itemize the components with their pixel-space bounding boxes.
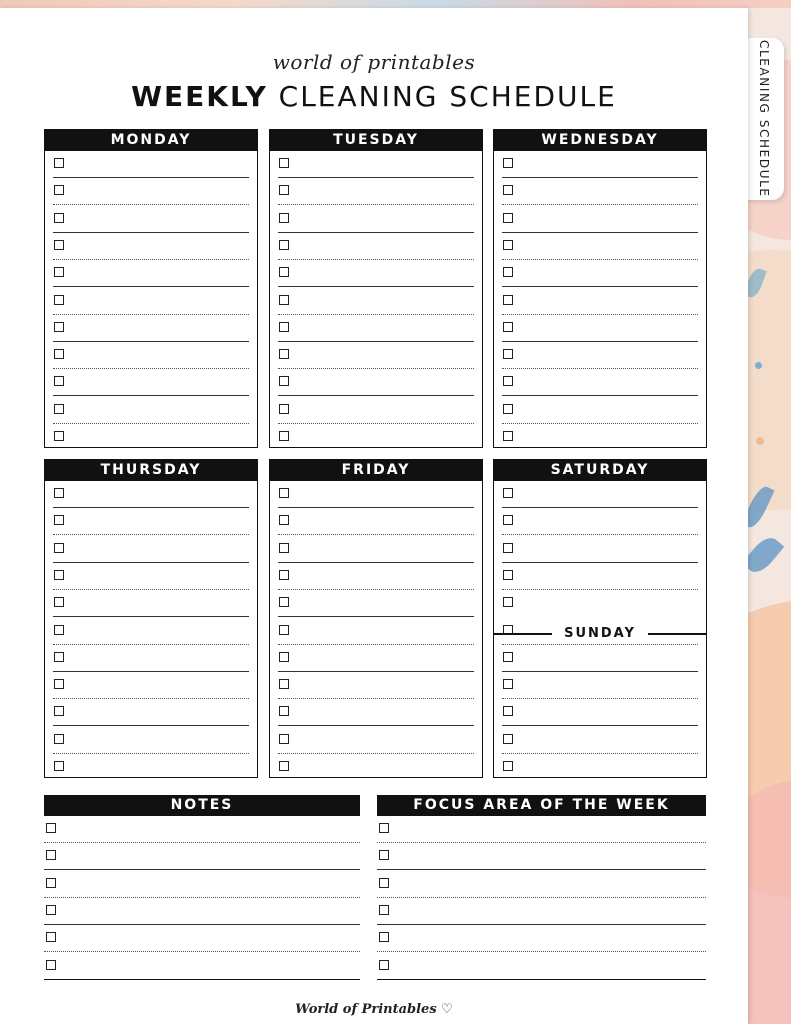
page-title	[0, 80, 748, 113]
task-row	[45, 563, 257, 590]
task-checkbox[interactable]	[54, 652, 64, 662]
task-checkbox[interactable]	[279, 295, 289, 305]
task-checkbox[interactable]	[54, 322, 64, 332]
task-checkbox[interactable]	[279, 404, 289, 414]
task-row	[45, 424, 257, 451]
task-checkbox[interactable]	[503, 376, 513, 386]
focus-checkbox[interactable]	[379, 850, 389, 860]
task-row	[494, 481, 706, 508]
task-row	[494, 206, 706, 233]
task-checkbox[interactable]	[503, 515, 513, 525]
task-checkbox[interactable]	[54, 543, 64, 553]
task-row	[494, 178, 706, 205]
note-checkbox[interactable]	[46, 850, 56, 860]
focus-row	[377, 925, 706, 952]
focus-checkbox[interactable]	[379, 905, 389, 915]
task-row	[270, 178, 482, 205]
task-checkbox[interactable]	[54, 349, 64, 359]
sunday-divider	[494, 625, 706, 641]
task-row	[270, 563, 482, 590]
task-row	[494, 151, 706, 178]
note-row	[44, 816, 360, 843]
note-row	[44, 925, 360, 952]
title-bold: WEEKLY	[131, 80, 268, 113]
writing-line[interactable]	[44, 979, 360, 980]
focus-row	[377, 953, 706, 980]
day-thursday-header: THURSDAY	[45, 460, 257, 481]
decorative-dot	[756, 437, 764, 445]
task-checkbox[interactable]	[54, 515, 64, 525]
task-row	[270, 536, 482, 563]
task-checkbox[interactable]	[54, 376, 64, 386]
task-checkbox[interactable]	[54, 679, 64, 689]
task-checkbox[interactable]	[503, 679, 513, 689]
footer-brand: World of Printables ♡	[295, 1002, 453, 1017]
task-checkbox[interactable]	[503, 488, 513, 498]
task-checkbox[interactable]	[503, 240, 513, 250]
planner-sheet	[0, 8, 748, 1024]
task-row	[494, 645, 706, 672]
day-saturday-header: SATURDAY	[494, 460, 706, 481]
task-checkbox[interactable]	[279, 652, 289, 662]
writing-line[interactable]	[377, 979, 706, 980]
task-row	[45, 754, 257, 781]
task-checkbox[interactable]	[503, 543, 513, 553]
task-row	[45, 618, 257, 645]
side-tab[interactable]	[744, 38, 784, 200]
task-checkbox[interactable]	[54, 597, 64, 607]
decorative-dot	[755, 362, 762, 369]
task-row	[270, 645, 482, 672]
day-friday-box	[269, 459, 483, 778]
side-tab-label: CLEANING SCHEDULE	[757, 40, 771, 198]
note-row	[44, 953, 360, 980]
task-checkbox[interactable]	[279, 761, 289, 771]
task-row	[45, 342, 257, 369]
task-checkbox[interactable]	[503, 322, 513, 332]
task-checkbox[interactable]	[279, 488, 289, 498]
task-checkbox[interactable]	[279, 431, 289, 441]
task-row	[270, 508, 482, 535]
task-checkbox[interactable]	[279, 597, 289, 607]
note-checkbox[interactable]	[46, 932, 56, 942]
focus-checkbox[interactable]	[379, 960, 389, 970]
task-row	[45, 590, 257, 617]
task-row	[270, 369, 482, 396]
focus-checkbox[interactable]	[379, 878, 389, 888]
task-checkbox[interactable]	[279, 570, 289, 580]
task-checkbox[interactable]	[279, 376, 289, 386]
task-row	[494, 590, 706, 617]
task-row	[45, 397, 257, 424]
task-checkbox[interactable]	[503, 185, 513, 195]
day-monday-box	[44, 129, 258, 448]
task-checkbox[interactable]	[503, 267, 513, 277]
task-row	[45, 206, 257, 233]
task-row	[494, 397, 706, 424]
task-checkbox[interactable]	[54, 488, 64, 498]
day-wednesday-header: WEDNESDAY	[494, 130, 706, 151]
focus-row	[377, 871, 706, 898]
task-checkbox[interactable]	[279, 706, 289, 716]
focus-checkbox[interactable]	[379, 823, 389, 833]
task-checkbox[interactable]	[54, 625, 64, 635]
task-row	[45, 178, 257, 205]
task-checkbox[interactable]	[279, 240, 289, 250]
task-row	[494, 233, 706, 260]
task-row	[494, 424, 706, 451]
task-checkbox[interactable]	[503, 761, 513, 771]
note-checkbox[interactable]	[46, 905, 56, 915]
task-checkbox[interactable]	[279, 185, 289, 195]
task-checkbox[interactable]	[279, 267, 289, 277]
task-checkbox[interactable]	[279, 158, 289, 168]
leaf-shape	[742, 533, 785, 578]
task-row	[270, 397, 482, 424]
task-checkbox[interactable]	[503, 652, 513, 662]
note-checkbox[interactable]	[46, 878, 56, 888]
task-row	[494, 754, 706, 781]
focus-row	[377, 898, 706, 925]
focus-row	[377, 843, 706, 870]
task-checkbox[interactable]	[503, 597, 513, 607]
task-row	[270, 233, 482, 260]
task-checkbox[interactable]	[54, 761, 64, 771]
day-monday-header: MONDAY	[45, 130, 257, 151]
task-row	[270, 260, 482, 287]
focus-checkbox[interactable]	[379, 932, 389, 942]
note-row	[44, 898, 360, 925]
title-rest: CLEANING SCHEDULE	[278, 80, 617, 113]
task-row	[45, 260, 257, 287]
task-checkbox[interactable]	[503, 295, 513, 305]
task-row	[270, 424, 482, 451]
sunday-label: SUNDAY	[552, 626, 648, 641]
task-row	[45, 699, 257, 726]
task-row	[494, 563, 706, 590]
task-checkbox[interactable]	[54, 431, 64, 441]
day-thursday-box	[44, 459, 258, 778]
task-row	[270, 672, 482, 699]
task-checkbox[interactable]	[54, 213, 64, 223]
task-row	[494, 699, 706, 726]
task-row	[45, 536, 257, 563]
note-checkbox[interactable]	[46, 823, 56, 833]
task-row	[494, 342, 706, 369]
task-row	[270, 699, 482, 726]
task-row	[494, 288, 706, 315]
task-row	[270, 151, 482, 178]
task-row	[270, 727, 482, 754]
focus-area-header: FOCUS AREA OF THE WEEK	[377, 795, 706, 816]
task-checkbox[interactable]	[503, 213, 513, 223]
task-row	[494, 536, 706, 563]
task-checkbox[interactable]	[54, 734, 64, 744]
task-checkbox[interactable]	[54, 158, 64, 168]
task-checkbox[interactable]	[279, 543, 289, 553]
task-checkbox[interactable]	[279, 349, 289, 359]
day-tuesday-box	[269, 129, 483, 448]
task-checkbox[interactable]	[279, 625, 289, 635]
task-checkbox[interactable]	[503, 431, 513, 441]
task-row	[270, 315, 482, 342]
task-row	[270, 754, 482, 781]
focus-row	[377, 816, 706, 843]
task-row	[45, 369, 257, 396]
task-checkbox[interactable]	[279, 679, 289, 689]
task-checkbox[interactable]	[279, 322, 289, 332]
top-color-strip	[0, 0, 791, 8]
task-checkbox[interactable]	[54, 240, 64, 250]
task-row	[270, 288, 482, 315]
day-tuesday-header: TUESDAY	[270, 130, 482, 151]
task-row	[494, 369, 706, 396]
day-wednesday-box	[493, 129, 707, 448]
task-checkbox[interactable]	[54, 570, 64, 580]
task-row	[45, 481, 257, 508]
task-checkbox[interactable]	[503, 570, 513, 580]
task-checkbox[interactable]	[54, 267, 64, 277]
note-row	[44, 843, 360, 870]
task-row	[494, 727, 706, 754]
task-checkbox[interactable]	[503, 349, 513, 359]
task-checkbox[interactable]	[54, 404, 64, 414]
task-row	[45, 315, 257, 342]
task-row	[45, 727, 257, 754]
task-checkbox[interactable]	[503, 404, 513, 414]
task-row	[45, 233, 257, 260]
task-row	[45, 151, 257, 178]
task-row	[270, 342, 482, 369]
task-row	[270, 481, 482, 508]
task-checkbox[interactable]	[54, 706, 64, 716]
task-checkbox[interactable]	[279, 515, 289, 525]
sunday-label-wrap	[494, 626, 706, 641]
notes-header: NOTES	[44, 795, 360, 816]
task-checkbox[interactable]	[503, 706, 513, 716]
task-row	[45, 672, 257, 699]
task-row	[270, 590, 482, 617]
note-checkbox[interactable]	[46, 960, 56, 970]
task-row	[45, 645, 257, 672]
task-row	[494, 315, 706, 342]
task-row	[270, 618, 482, 645]
task-row	[45, 288, 257, 315]
task-row	[270, 206, 482, 233]
task-checkbox[interactable]	[503, 734, 513, 744]
task-row	[45, 508, 257, 535]
task-checkbox[interactable]	[54, 295, 64, 305]
task-checkbox[interactable]	[54, 185, 64, 195]
task-row	[494, 260, 706, 287]
task-row	[494, 672, 706, 699]
day-friday-header: FRIDAY	[270, 460, 482, 481]
day-saturday-box	[493, 459, 707, 778]
brand-script: world of printables	[272, 50, 476, 74]
task-checkbox[interactable]	[279, 213, 289, 223]
task-checkbox[interactable]	[279, 734, 289, 744]
note-row	[44, 871, 360, 898]
task-checkbox[interactable]	[503, 158, 513, 168]
task-row	[494, 508, 706, 535]
